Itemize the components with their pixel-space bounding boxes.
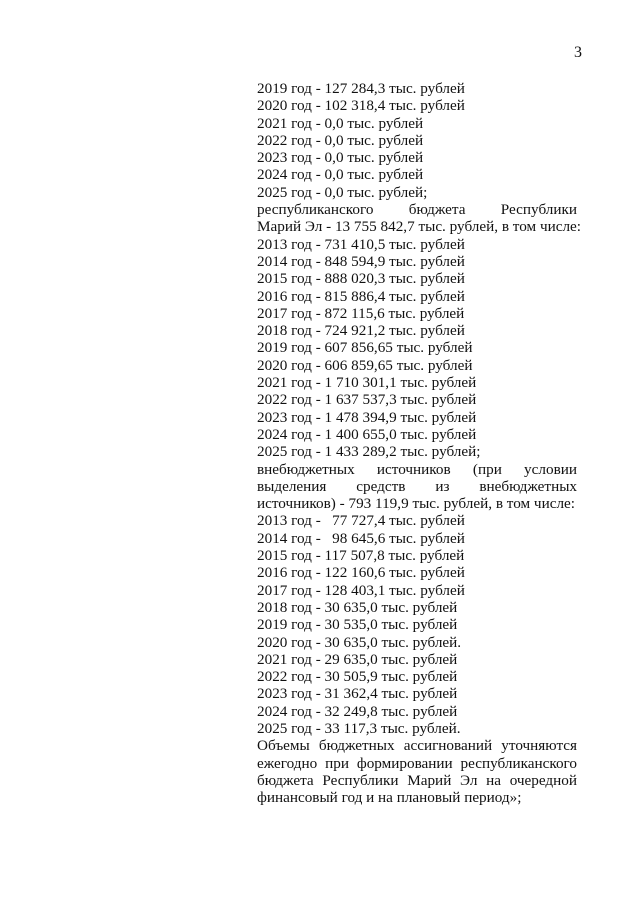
year-line: 2021 год - 1 710 301,1 тыс. рублей	[257, 374, 477, 392]
year-line: 2024 год - 1 400 655,0 тыс. рублей	[257, 425, 477, 443]
year-line: 2020 год - 30 635,0 тыс. рублей.	[257, 633, 462, 651]
previous-source-years	[257, 80, 577, 201]
year-line: 2018 год - 724 921,2 тыс. рублей	[257, 322, 465, 340]
year-line: 2025 год - 0,0 тыс. рублей;	[257, 183, 428, 201]
year-line: 2022 год - 0,0 тыс. рублей	[257, 131, 424, 149]
year-line: 2020 год - 102 318,4 тыс. рублей	[257, 97, 465, 115]
year-line: 2014 год - 848 594,9 тыс. рублей	[257, 252, 465, 270]
year-line: 2023 год - 0,0 тыс. рублей	[257, 149, 424, 167]
republican-heading-line: республиканского бюджета Республики	[257, 201, 577, 219]
year-line: 2013 год - 77 727,4 тыс. рублей	[257, 512, 465, 530]
year-line: 2021 год - 0,0 тыс. рублей	[257, 114, 424, 132]
closing-line: бюджета Республики Марий Эл на очередной	[257, 771, 577, 789]
year-line: 2019 год - 127 284,3 тыс. рублей	[257, 80, 465, 97]
year-line: 2018 год - 30 635,0 тыс. рублей	[257, 598, 458, 616]
extrabudgetary-heading-line: выделения средств из внебюджетных	[257, 477, 577, 495]
year-line: 2025 год - 1 433 289,2 тыс. рублей;	[257, 443, 481, 461]
extrabudgetary-heading-line: внебюджетных источников (при условии	[257, 460, 577, 478]
republican-heading-total: Марий Эл - 13 755 842,7 тыс. рублей, в том числе:	[257, 218, 581, 236]
year-line: 2025 год - 33 117,3 тыс. рублей.	[257, 719, 461, 737]
extrabudgetary-heading-total: источников) - 793 119,9 тыс. рублей, в том числе:	[257, 495, 575, 513]
year-line: 2020 год - 606 859,65 тыс. рублей	[257, 356, 473, 374]
year-line: 2021 год - 29 635,0 тыс. рублей	[257, 650, 458, 668]
year-line: 2013 год - 731 410,5 тыс. рублей	[257, 235, 465, 253]
document-body	[257, 80, 581, 807]
year-line: 2015 год - 888 020,3 тыс. рублей	[257, 270, 465, 288]
year-line: 2016 год - 815 886,4 тыс. рублей	[257, 287, 465, 305]
year-line: 2017 год - 872 115,6 тыс. рублей	[257, 304, 465, 322]
year-line: 2022 год - 1 637 537,3 тыс. рублей	[257, 391, 477, 409]
year-line: 2024 год - 32 249,8 тыс. рублей	[257, 702, 458, 720]
year-line: 2024 год - 0,0 тыс. рублей	[257, 166, 424, 184]
year-line: 2023 год - 1 478 394,9 тыс. рублей	[257, 408, 477, 426]
closing-line: финансовый год и на плановый период»;	[257, 789, 522, 807]
year-line: 2017 год - 128 403,1 тыс. рублей	[257, 581, 465, 599]
year-line: 2016 год - 122 160,6 тыс. рублей	[257, 564, 465, 582]
page-number: 3	[574, 44, 582, 61]
year-line: 2019 год - 607 856,65 тыс. рублей	[257, 339, 473, 357]
year-line: 2014 год - 98 645,6 тыс. рублей	[257, 529, 465, 547]
closing-line: Объемы бюджетных ассигнований уточняются	[257, 737, 577, 755]
extrabudgetary-section	[257, 461, 577, 738]
closing-line: ежегодно при формировании республиканского	[257, 754, 577, 772]
closing-paragraph	[257, 737, 577, 806]
year-line: 2022 год - 30 505,9 тыс. рублей	[257, 668, 458, 686]
year-line: 2023 год - 31 362,4 тыс. рублей	[257, 685, 458, 703]
year-line: 2019 год - 30 535,0 тыс. рублей	[257, 616, 458, 634]
year-line: 2015 год - 117 507,8 тыс. рублей	[257, 547, 465, 565]
republican-budget-section	[257, 201, 581, 461]
